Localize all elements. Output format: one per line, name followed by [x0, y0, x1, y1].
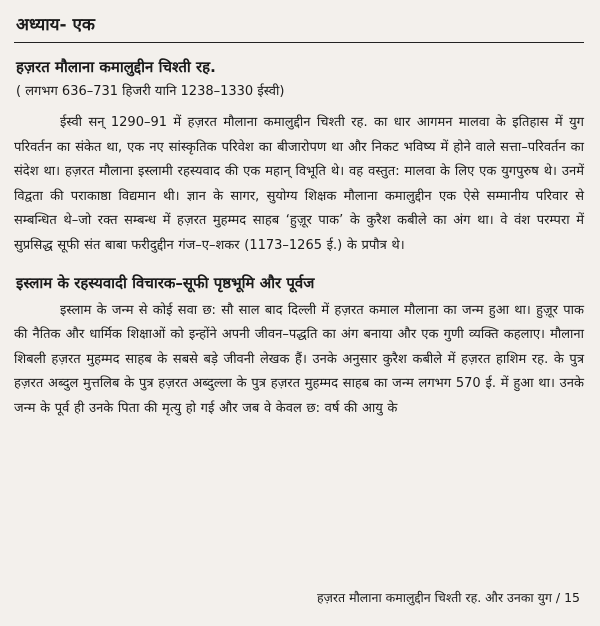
chapter-title: अध्याय- एक — [16, 15, 95, 35]
chapter-divider — [14, 42, 584, 43]
biography-paragraph: ईस्वी सन् 1290–91 में हज़रत मौलाना कमालुद्दीन चिश्ती रह. का धार आगमन मालवा के इतिहास में युग परिवर्तन का संकेत था, एक नए सांस्कृतिक परिवेश का बीजारोपण था और निकट भविष्य में होने वाले सत्ता–परिवर्तन का संदेश था। हज़रत मौलाना इस्लामी रहस्यवाद की एक महान् विभूति थे। वह वस्तुत: मालवा के लिए एक युगपुरुष थे। उनमें विद्वता की पराकाष्ठा विद्यमान थी। ज्ञान के सागर, सुयोग्य शिक्षक मौलाना कमालुद्दीन एक ऐसे सम्मानीय परिवार से सम्बन्धित थे–जो रक्त सम्बन्ध में हज़रत मुहम्मद साहब ‘हुज़ूर पाक’ के कुरैश कबीले का अंग था। वे वंश परम्परा में सुप्रसिद्ध सूफी संत बाबा फरीदुद्दीन गंज–ए–शकर (1173–1265 ई.) के प्रपौत्र थे। — [14, 115, 584, 253]
section-heading-biography: हज़रत मौलाना कमालुद्दीन चिश्ती रह. — [16, 58, 216, 76]
lifespan-dates: ( लगभग 636–731 हिजरी यानि 1238–1330 ईस्वी) — [16, 84, 285, 99]
background-paragraph: इस्लाम के जन्म से कोई सवा छ: सौ साल बाद दिल्ली में हज़रत कमाल मौलाना का जन्म हुआ था। हुज़ूर पाक की नैतिक और धार्मिक शिक्षाओं को इन्होंने अपनी जीवन–पद्धति का अंग बनाया और एक गुणी व्यक्ति कहलाए। मौलाना शिबली हज़रत मुहम्मद साहब के सबसे बड़े जीवनी लेखक हैं। उनके अनुसार कुरैश कबीले में हज़रत हाशिम रह. के पुत्र हज़रत अब्दुल मुत्तलिब के पुत्र हज़रत अब्दुल्ला के पुत्र हज़रत मुहम्मद साहब का जन्म लगभग 570 ई. में हुआ था। उनके जन्म के पूर्व ही उनके पिता की मृत्यु हो गई और जब वे केवल छ: वर्ष की आयु के — [14, 302, 584, 416]
page-footer: हज़रत मौलाना कमालुद्दीन चिश्ती रह. और उनका युग / 15 — [316, 590, 580, 605]
section-heading-background: इस्लाम के रहस्यवादी विचारक–सूफी पृष्ठभूमि और पूर्वज — [16, 273, 315, 292]
